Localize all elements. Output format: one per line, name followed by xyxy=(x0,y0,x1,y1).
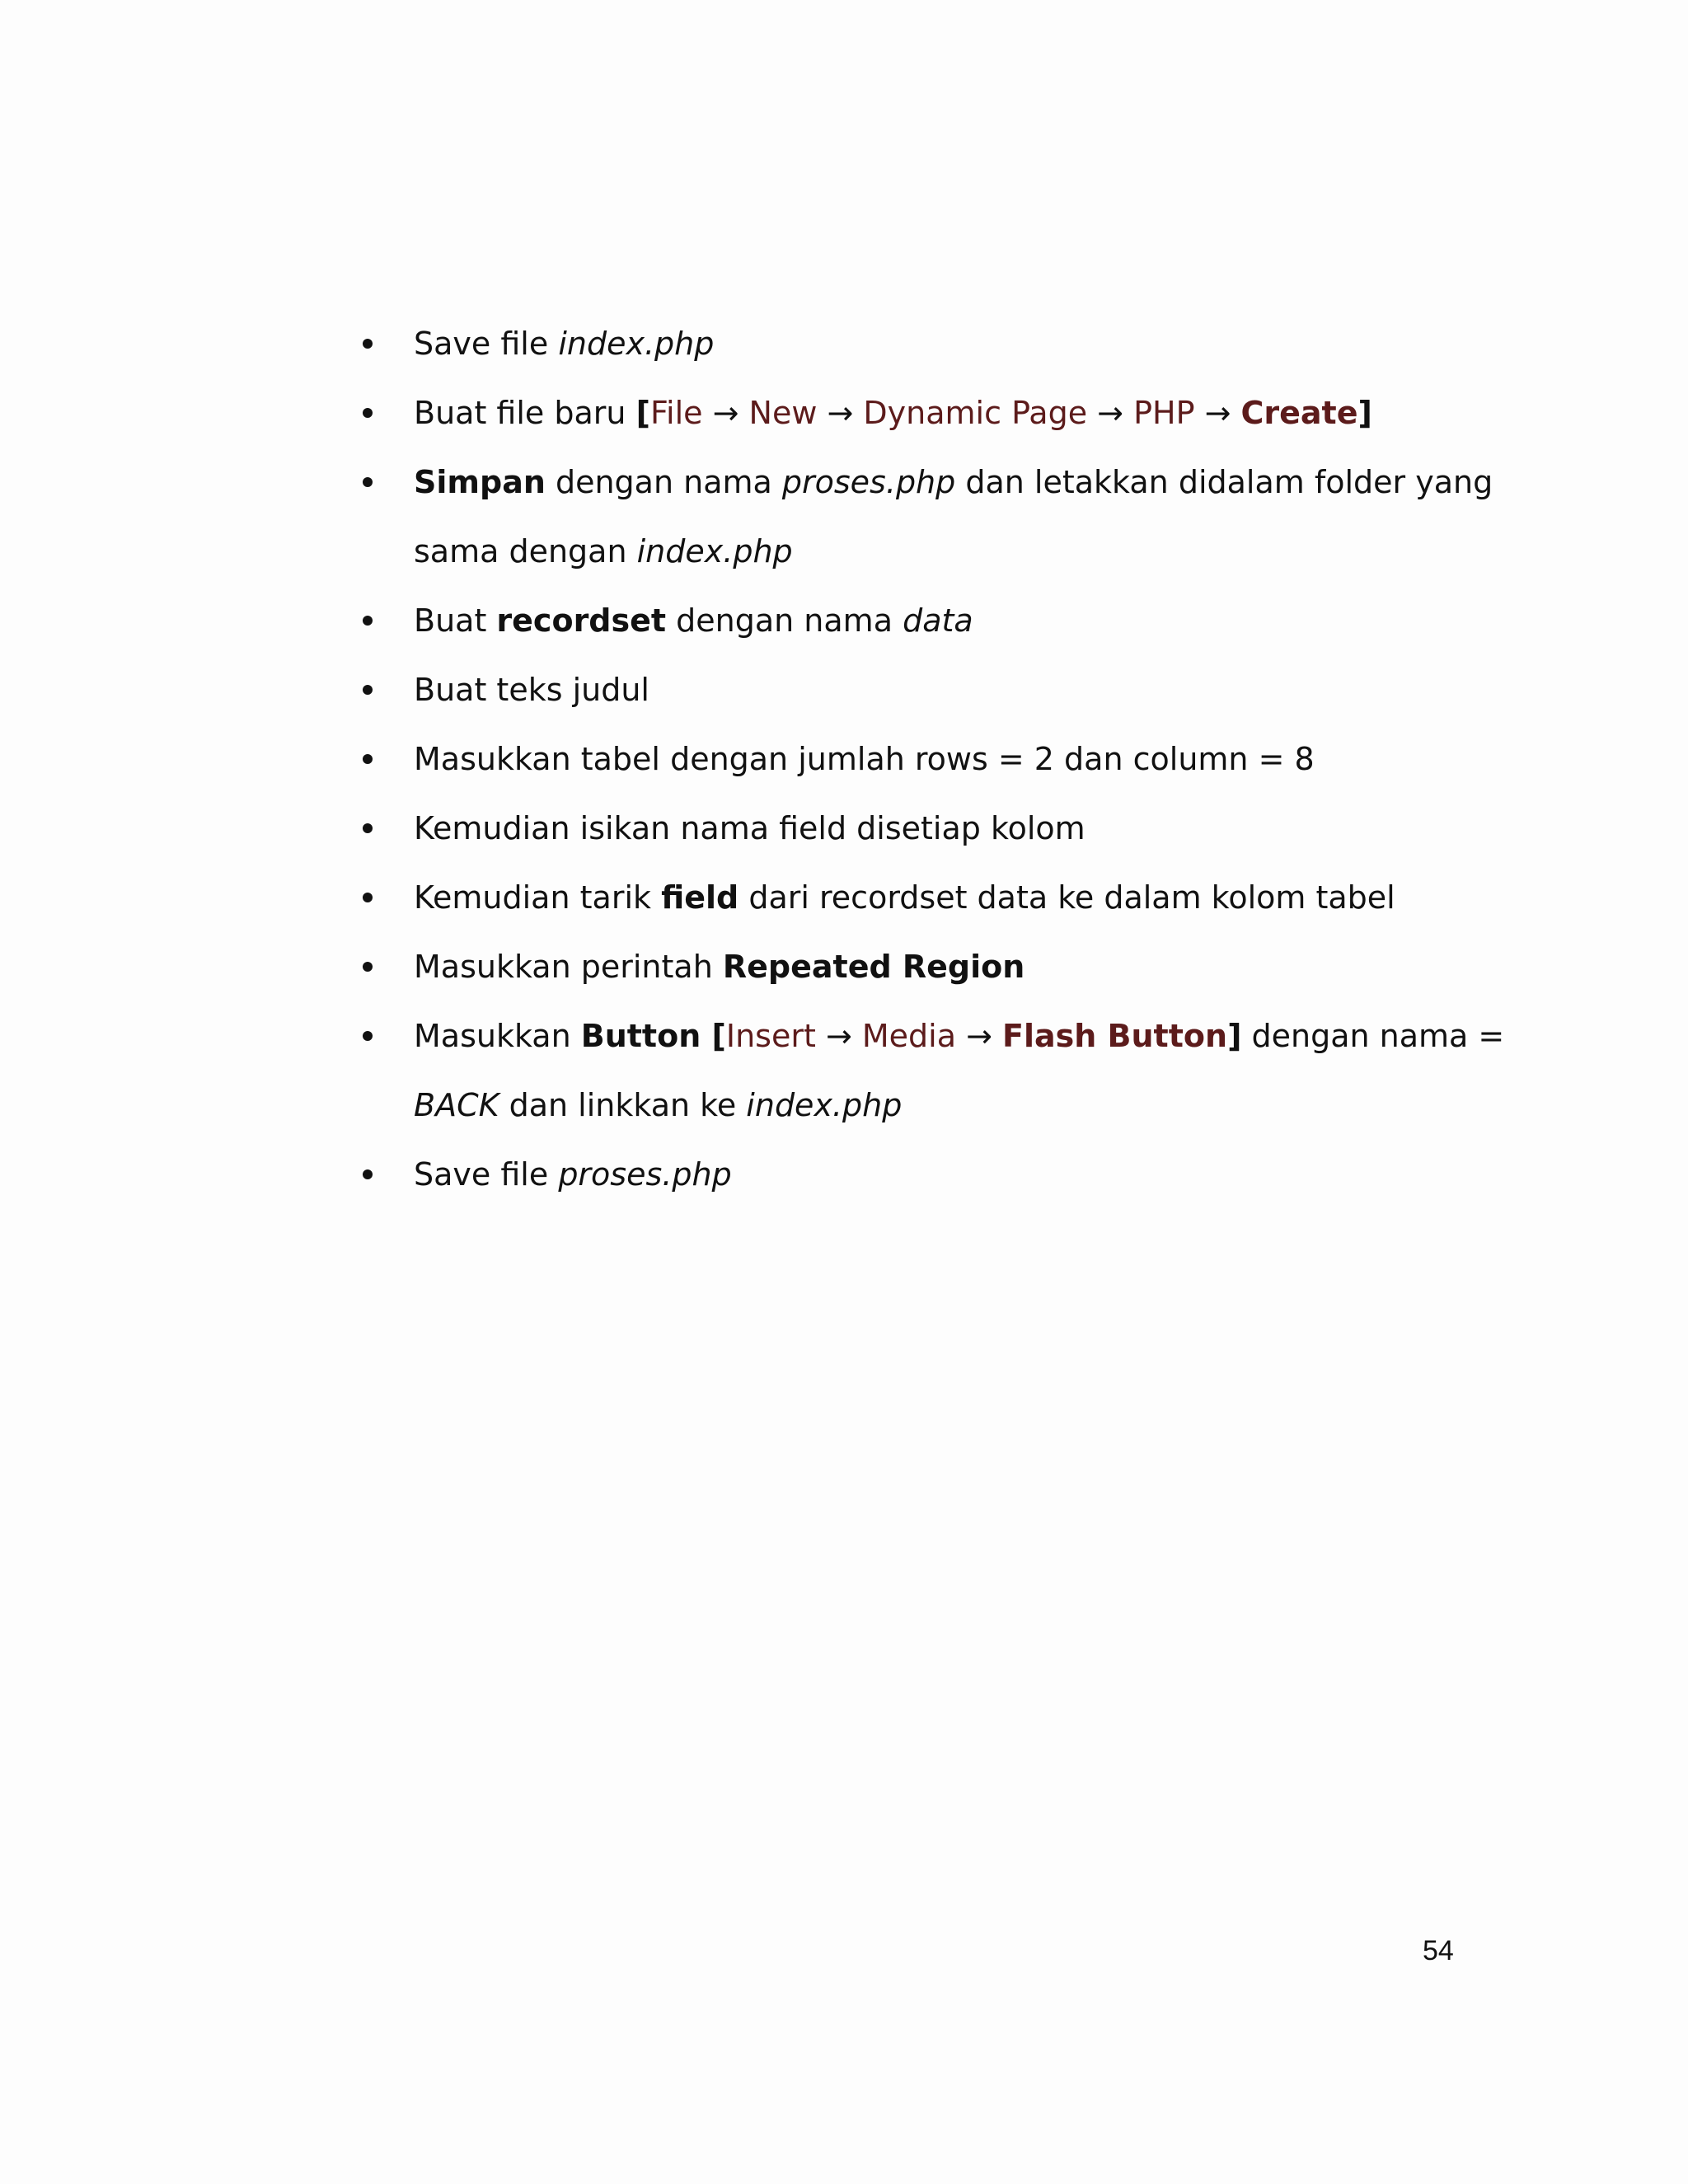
menu-file: File xyxy=(649,395,703,431)
filename-text: index.php xyxy=(746,1087,903,1123)
filename-text: index.php xyxy=(636,533,793,569)
button-name: BACK xyxy=(414,1087,499,1123)
item-text: dan letakkan didalam folder yang xyxy=(955,464,1493,500)
list-item-field-names xyxy=(363,794,1451,863)
arrow-icon: → xyxy=(702,395,749,431)
arrow-icon: → xyxy=(815,1018,862,1054)
item-text: dengan nama xyxy=(666,602,903,639)
item-text: Save file xyxy=(414,1156,559,1193)
arrow-icon: → xyxy=(956,1018,1003,1054)
item-text: Masukkan perintah xyxy=(414,949,723,985)
recordset-name: data xyxy=(903,602,973,639)
bracket-close: ] xyxy=(1357,395,1372,431)
keyword-field: field xyxy=(661,879,739,916)
item-text-continued: dan linkkan ke xyxy=(499,1087,747,1123)
item-text: Masukkan tabel dengan jumlah rows = 2 dan column = 8 xyxy=(414,741,1315,777)
menu-new: New xyxy=(748,395,818,431)
menu-insert: Insert xyxy=(725,1018,816,1054)
list-item-new-file xyxy=(363,378,1451,448)
list-item-save-index xyxy=(363,309,1451,378)
menu-php: PHP xyxy=(1133,395,1195,431)
item-text: Buat xyxy=(414,602,497,639)
list-item-insert-table xyxy=(363,724,1451,794)
keyword-repeated-region: Repeated Region xyxy=(722,949,1025,985)
arrow-icon: → xyxy=(1194,395,1241,431)
bracket-open: [ xyxy=(701,1018,726,1054)
list-item-drag-field xyxy=(363,863,1451,932)
item-text: Masukkan xyxy=(414,1018,581,1054)
keyword-simpan: Simpan xyxy=(414,464,546,500)
list-item-insert-button xyxy=(363,1001,1505,1140)
filename-text: proses.php xyxy=(558,1156,732,1193)
item-text: Save file xyxy=(414,326,559,362)
keyword-recordset: recordset xyxy=(496,602,667,639)
item-text: Kemudian tarik xyxy=(414,879,662,916)
page-number: 54 xyxy=(1423,1935,1454,1966)
item-text: dengan nama = xyxy=(1241,1018,1505,1054)
bracket-open: [ xyxy=(635,395,650,431)
keyword-button: Button xyxy=(580,1018,701,1054)
item-text-continued: sama dengan xyxy=(414,533,637,569)
list-item-save-proses xyxy=(363,1140,1451,1209)
filename-text: proses.php xyxy=(781,464,956,500)
menu-media: Media xyxy=(861,1018,957,1054)
menu-flash-button: Flash Button xyxy=(1002,1018,1228,1054)
item-text: Buat teks judul xyxy=(414,672,649,708)
item-text: Buat file baru xyxy=(414,395,636,431)
arrow-icon: → xyxy=(1087,395,1134,431)
bracket-close: ] xyxy=(1227,1018,1242,1054)
list-item-recordset xyxy=(363,586,1451,655)
list-item-repeated-region xyxy=(363,932,1451,1001)
menu-dynamic-page: Dynamic Page xyxy=(863,395,1088,431)
item-text: Kemudian isikan nama field disetiap kolom xyxy=(414,810,1085,846)
list-item-save-as-proses xyxy=(363,448,1493,586)
menu-create: Create xyxy=(1240,395,1358,431)
item-text: dengan nama xyxy=(545,464,782,500)
arrow-icon: → xyxy=(817,395,864,431)
page-content xyxy=(363,309,1505,1209)
list-item-title-text xyxy=(363,655,1451,724)
filename-text: index.php xyxy=(558,326,715,362)
instruction-list xyxy=(363,309,1505,1209)
item-text: dari recordset data ke dalam kolom tabel xyxy=(738,879,1395,916)
